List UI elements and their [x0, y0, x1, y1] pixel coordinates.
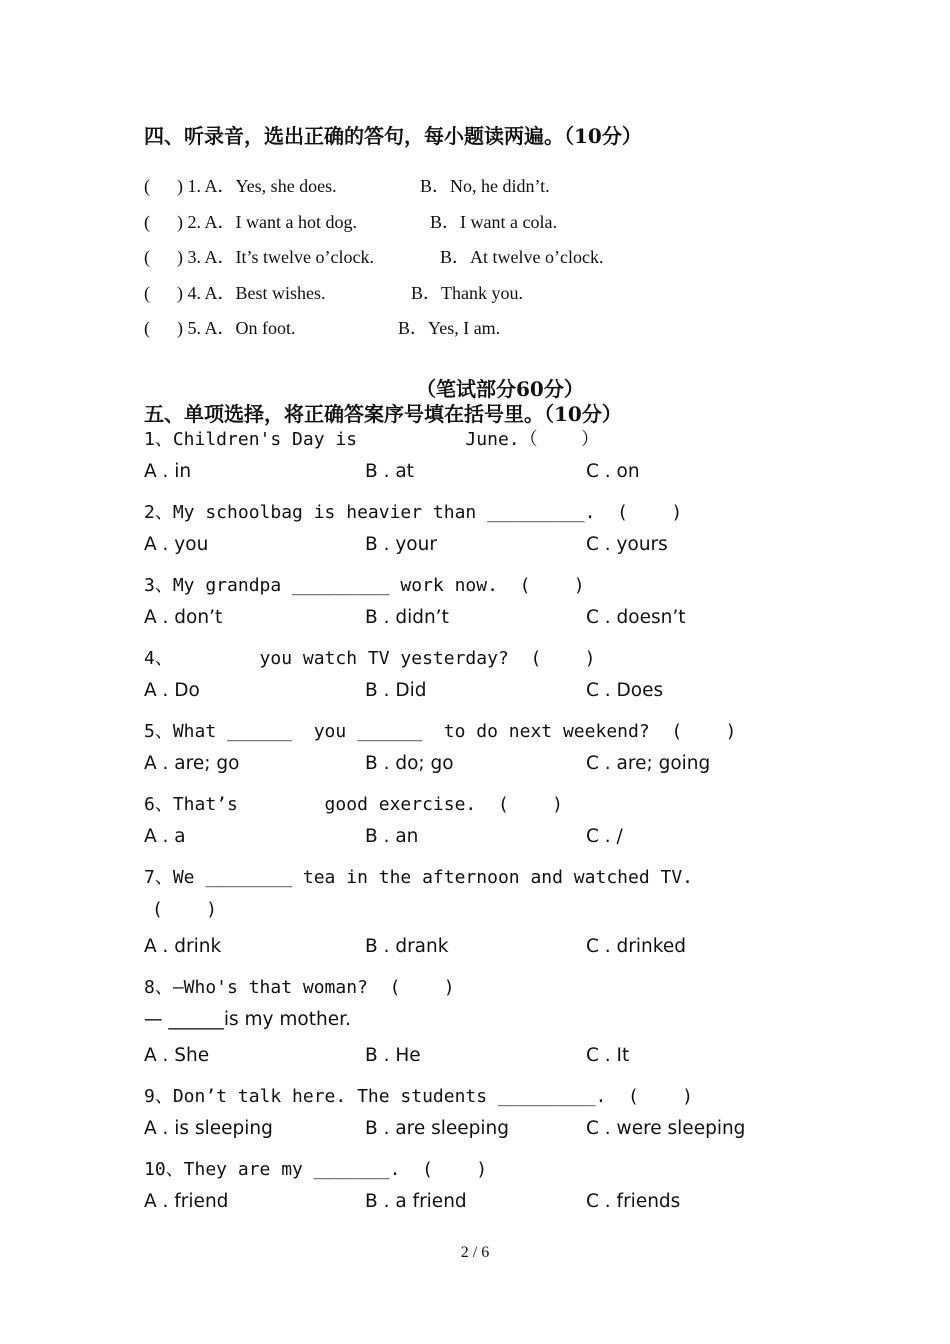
question-4-option-a: A . Do [144, 680, 200, 701]
question-2-option-a: A . you [144, 534, 209, 555]
question-3-option-a: A . don’t [144, 607, 223, 628]
listening-item-2-b: B．I want a cola. [430, 212, 557, 232]
question-8-option-b: B . He [365, 1045, 421, 1066]
listening-item-5-b: B．Yes, I am. [398, 318, 501, 338]
question-1-option-b: B . at [365, 461, 414, 482]
question-5-option-c: C . are; going [586, 753, 711, 774]
question-2-stem: 2、My schoolbag is heavier than _________. ( ) [144, 502, 683, 523]
question-10-option-a: A . friend [144, 1191, 229, 1212]
question-4-option-c: C . Does [586, 680, 664, 701]
question-7-answer-bracket: ( ) [152, 899, 218, 920]
question-2-option-b: B . your [365, 534, 437, 555]
question-1-option-c: C . on [586, 461, 640, 482]
question-10-option-b: B . a friend [365, 1191, 467, 1212]
question-6-stem: 6、That’s good exercise. ( ) [144, 794, 563, 815]
question-8-option-c: C . It [586, 1045, 630, 1066]
question-7-option-b: B . drank [365, 936, 449, 957]
question-4-stem: 4、 you watch TV yesterday? ( ) [144, 648, 596, 669]
question-5-option-b: B . do; go [365, 753, 454, 774]
question-9-option-b: B . are sleeping [365, 1118, 510, 1139]
question-3-option-c: C . doesn’t [586, 607, 686, 628]
question-8-option-a: A . She [144, 1045, 210, 1066]
question-9-option-c: C . were sleeping [586, 1118, 746, 1139]
page-number: 2 / 6 [460, 1244, 490, 1261]
question-2-option-c: C . yours [586, 534, 668, 555]
listening-item-3 [144, 243, 374, 269]
listening-item-1 [144, 172, 337, 198]
listening-item-2-a: ( ) 2. A．I want a hot dog. [144, 212, 357, 232]
question-6-option-b: B . an [365, 826, 419, 847]
listening-item-3-b: B．At twelve o’clock. [440, 247, 604, 267]
listening-item-2 [144, 208, 357, 234]
listening-item-1-b: B．No, he didn’t. [420, 176, 550, 196]
written-part-title: （笔试部分60分） [416, 377, 584, 401]
question-8-stem: 8、—Who's that woman? ( ) [144, 977, 455, 998]
question-4-option-b: B . Did [365, 680, 427, 701]
listening-item-4-b: B．Thank you. [411, 283, 523, 303]
question-9-stem: 9、Don’t talk here. The students _________. ( ) [144, 1086, 694, 1107]
listening-item-3-a: ( ) 3. A．It’s twelve o’clock. [144, 247, 374, 267]
question-1-option-a: A . in [144, 461, 192, 482]
question-10-stem: 10、They are my _______. ( ) [144, 1159, 488, 1180]
listening-item-4 [144, 279, 326, 305]
question-7-option-a: A . drink [144, 936, 222, 957]
question-7-option-c: C . drinked [586, 936, 686, 957]
section5-heading: 五、单项选择，将正确答案序号填在括号里。（10分） [144, 402, 622, 426]
question-9-option-a: A . is sleeping [144, 1118, 273, 1139]
listening-item-5 [144, 314, 296, 340]
listening-item-1-a: ( ) 1. A．Yes, she does. [144, 176, 337, 196]
question-8-reply: — ______is my mother. [144, 1009, 351, 1030]
question-1-stem: 1、Children's Day is June.（ ） [144, 429, 599, 450]
listening-item-5-a: ( ) 5. A．On foot. [144, 318, 296, 338]
section4-heading: 四、听录音，选出正确的答句，每小题读两遍。（10分） [144, 124, 642, 148]
question-5-option-a: A . are; go [144, 753, 240, 774]
listening-item-4-a: ( ) 4. A．Best wishes. [144, 283, 326, 303]
question-3-option-b: B . didn’t [365, 607, 449, 628]
question-6-option-a: A . a [144, 826, 186, 847]
question-10-option-c: C . friends [586, 1191, 681, 1212]
question-5-stem: 5、What ______ you ______ to do next weekend? ( ) [144, 721, 737, 742]
question-3-stem: 3、My grandpa _________ work now. ( ) [144, 575, 585, 596]
question-6-option-c: C . / [586, 826, 623, 847]
question-7-stem: 7、We ________ tea in the afternoon and watched TV. [144, 867, 694, 888]
